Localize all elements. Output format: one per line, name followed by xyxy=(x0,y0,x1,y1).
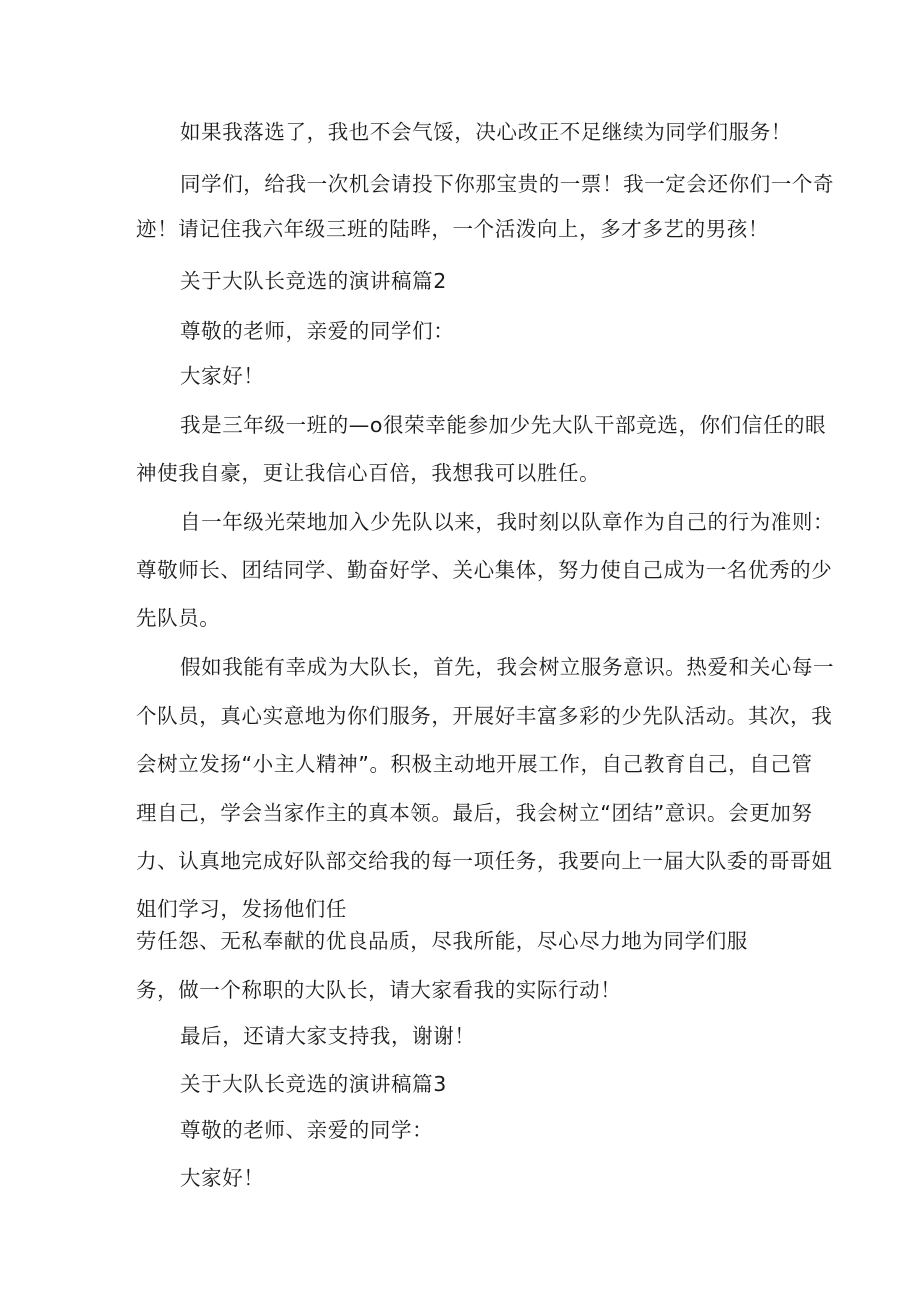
paragraph-line: 尊敬师长、团结同学、勤奋好学、关心集体，努力使自己成为一名优秀的少 xyxy=(136,558,833,582)
paragraph-line: 力、认真地完成好队部交给我的每一项任务，我要向上一届大队委的哥哥姐 xyxy=(136,849,833,873)
closing-line: 最后，还请大家支持我，谢谢！ xyxy=(180,1024,476,1048)
salutation-line: 尊敬的老师、亲爱的同学： xyxy=(180,1118,434,1142)
paragraph-line: 同学们，给我一次机会请投下你那宝贵的一票！我一定会还你们一个奇 xyxy=(180,172,835,196)
salutation-line: 尊敬的老师，亲爱的同学们： xyxy=(180,319,455,343)
section-heading: 关于大队长竞选的演讲稿篇2 xyxy=(180,269,447,293)
section-heading: 关于大队长竞选的演讲稿篇3 xyxy=(180,1072,447,1096)
paragraph-line: 理自己，学会当家作主的真本领。最后，我会树立“团结”意识。会更加努 xyxy=(136,801,813,825)
paragraph-line: 我是三年级一班的—o很荣幸能参加少先大队干部竞选，你们信任的眼 xyxy=(180,413,827,437)
paragraph-line: 务，做一个称职的大队长，请大家看我的实际行动！ xyxy=(136,978,622,1002)
greeting-line: 大家好！ xyxy=(180,1166,265,1190)
paragraph-line: 神使我自豪，更让我信心百倍，我想我可以胜任。 xyxy=(136,461,601,485)
paragraph-line: 姐们学习，发扬他们任 xyxy=(136,897,347,921)
paragraph-line: 自一年级光荣地加入少先队以来，我时刻以队章作为自己的行为准则： xyxy=(180,510,835,534)
paragraph-line: 假如我能有幸成为大队长，首先，我会树立服务意识。热爱和关心每一 xyxy=(180,655,835,679)
paragraph-line: 个队员，真心实意地为你们服务，开展好丰富多彩的少先队活动。其次，我 xyxy=(136,704,833,728)
greeting-line: 大家好！ xyxy=(180,364,265,388)
paragraph-line: 如果我落选了，我也不会气馁，决心改正不足继续为同学们服务！ xyxy=(180,120,792,144)
paragraph-line: 迹！请记住我六年级三班的陆晔，一个活泼向上，多才多艺的男孩！ xyxy=(136,217,769,241)
paragraph-line: 会树立发扬“小主人精神”。积极主动地开展工作，自己教育自己，自己管 xyxy=(136,752,813,776)
paragraph-line: 劳任怨、无私奉献的优良品质，尽我所能，尽心尽力地为同学们服 xyxy=(136,929,748,953)
paragraph-line: 先队员。 xyxy=(136,606,221,630)
